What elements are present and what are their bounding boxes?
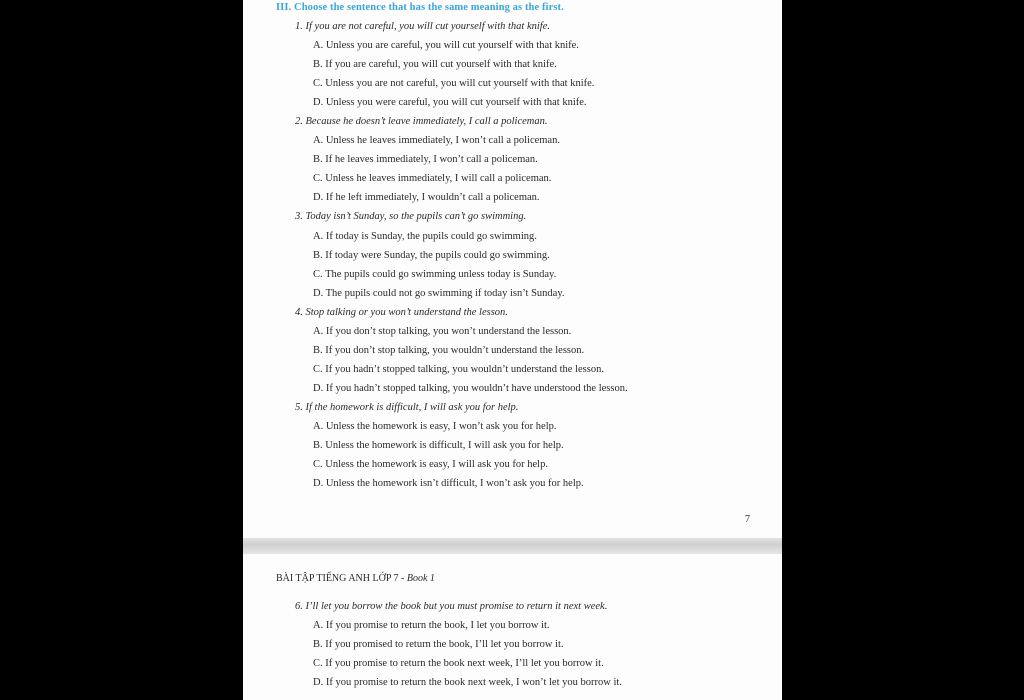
question-prompt: 1. If you are not careful, you will cut yourself with that knife. [295, 21, 550, 32]
answer-option: D. If he left immediately, I wouldn’t call a policeman. [313, 192, 540, 203]
answer-option: B. If you promised to return the book, I’ll let you borrow it. [313, 639, 564, 650]
question-prompt: 3. Today isn’t Sunday, so the pupils can’t go swimming. [295, 211, 527, 222]
answer-option: A. Unless you are careful, you will cut yourself with that knife. [313, 40, 579, 51]
answer-option: D. If you hadn’t stopped talking, you wouldn’t have understood the lesson. [313, 383, 628, 394]
question-prompt: 2. Because he doesn’t leave immediately, I call a policeman. [295, 116, 548, 127]
header-title: BÀI TẬP TIẾNG ANH LỚP 7 - [276, 573, 405, 584]
header-book: Book 1 [406, 573, 435, 584]
answer-option: A. Unless he leaves immediately, I won’t call a policeman. [313, 135, 560, 146]
exercise-heading: III. Choose the sentence that has the same meaning as the first. [276, 2, 564, 13]
question-prompt: 5. If the homework is difficult, I will ask you for help. [295, 402, 519, 413]
answer-option: D. The pupils could not go swimming if today isn’t Sunday. [313, 288, 565, 299]
answer-option: B. If today were Sunday, the pupils could go swimming. [313, 250, 550, 261]
answer-option: B. If you don’t stop talking, you wouldn’t understand the lesson. [313, 345, 585, 356]
document-page [243, 0, 782, 538]
answer-option: C. If you promise to return the book next week, I’ll let you borrow it. [313, 658, 604, 669]
page-separator [243, 538, 782, 554]
answer-option: A. If you don’t stop talking, you won’t understand the lesson. [313, 326, 572, 337]
running-header [276, 572, 435, 586]
answer-option: D. Unless you were careful, you will cut yourself with that knife. [313, 97, 587, 108]
answer-option: B. If you are careful, you will cut yourself with that knife. [313, 59, 557, 70]
question-prompt: 6. I’ll let you borrow the book but you must promise to return it next week. [295, 601, 608, 612]
answer-option: A. If you promise to return the book, I let you borrow it. [313, 620, 550, 631]
answer-option: C. Unless the homework is easy, I will ask you for help. [313, 459, 548, 470]
page-number: 7 [745, 514, 750, 525]
answer-option: D. Unless the homework isn’t difficult, I won’t ask you for help. [313, 478, 584, 489]
answer-option: D. If you promise to return the book next week, I won’t let you borrow it. [313, 677, 622, 688]
answer-option: C. Unless he leaves immediately, I will call a policeman. [313, 173, 552, 184]
answer-option: C. Unless you are not careful, you will cut yourself with that knife. [313, 78, 595, 89]
question-prompt: 4. Stop talking or you won’t understand the lesson. [295, 307, 508, 318]
answer-option: B. If he leaves immediately, I won’t call a policeman. [313, 154, 538, 165]
document-page [243, 554, 782, 700]
answer-option: B. Unless the homework is difficult, I will ask you for help. [313, 440, 564, 451]
answer-option: C. The pupils could go swimming unless today is Sunday. [313, 269, 557, 280]
answer-option: C. If you hadn’t stopped talking, you wouldn’t understand the lesson. [313, 364, 604, 375]
answer-option: A. Unless the homework is easy, I won’t ask you for help. [313, 421, 557, 432]
answer-option: A. If today is Sunday, the pupils could go swimming. [313, 231, 537, 242]
